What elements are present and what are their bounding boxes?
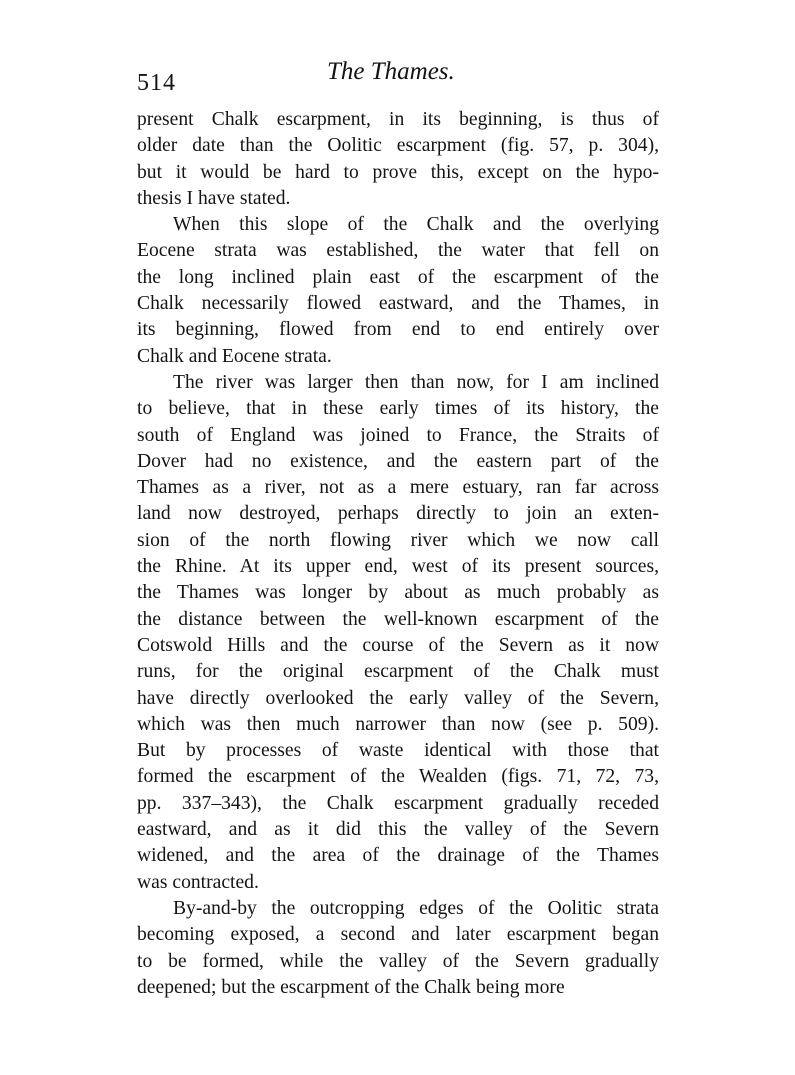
text-line: the long inclined plain east of the escarpment of the [137, 266, 659, 288]
text-line: Chalk and Eocene strata. [137, 345, 332, 367]
text-line: its beginning, flowed from end to end entirely over [137, 319, 659, 341]
text-line: land now destroyed, perhaps directly to join an exten- [137, 503, 659, 525]
paragraph [137, 212, 659, 370]
text-line: widened, and the area of the drainage of the Thames [137, 845, 659, 867]
page-number: 514 [137, 70, 176, 96]
text-line: south of England was joined to France, the Straits of [137, 424, 659, 446]
text-line: the Rhine. At its upper end, west of its present sources, [137, 556, 659, 578]
paragraph [137, 896, 659, 1001]
text-line: runs, for the original escarpment of the Chalk must [137, 661, 659, 683]
text-line: the Thames was longer by about as much probably as [137, 582, 659, 604]
text-line: to be formed, while the valley of the Severn gradually [137, 950, 659, 972]
text-line: Cotswold Hills and the course of the Severn as it now [137, 634, 659, 656]
text-line: have directly overlooked the early valley of the Severn, [137, 687, 659, 709]
paragraph [137, 370, 659, 896]
text-line: Dover had no existence, and the eastern part of the [137, 450, 659, 472]
text-line: deepened; but the escarpment of the Chalk being more [137, 976, 565, 998]
text-line: but it would be hard to prove this, except on the hypo- [137, 161, 659, 183]
paragraph [137, 107, 659, 212]
text-line: to believe, that in these early times of its history, the [137, 398, 659, 420]
text-line: sion of the north flowing river which we now call [137, 529, 659, 551]
text-line: But by processes of waste identical with those that [137, 740, 659, 762]
text-line: which was then much narrower than now (see p. 509). [137, 713, 659, 735]
text-line: older date than the Oolitic escarpment (fig. 57, p. 304), [137, 135, 659, 157]
text-line: was contracted. [137, 871, 259, 893]
text-line: pp. 337–343), the Chalk escarpment gradually receded [137, 792, 659, 814]
running-head [137, 58, 659, 98]
text-line: present Chalk escarpment, in its beginning, is thus of [137, 109, 659, 130]
text-line: eastward, and as it did this the valley of the Severn [137, 819, 659, 841]
text-line: Eocene strata was established, the water that fell on [137, 240, 659, 262]
running-title: The Thames. [327, 58, 455, 85]
text-line: When this slope of the Chalk and the overlying [173, 214, 659, 236]
text-line: By-and-by the outcropping edges of the Oolitic strata [173, 897, 659, 919]
body-text [137, 107, 659, 1001]
text-line: The river was larger then than now, for I am inclined [173, 371, 659, 393]
text-line: formed the escarpment of the Wealden (figs. 71, 72, 73, [137, 766, 659, 788]
text-line: becoming exposed, a second and later escarpment began [137, 924, 659, 946]
text-line: Thames as a river, not as a mere estuary, ran far across [137, 477, 659, 499]
text-line: Chalk necessarily flowed eastward, and the Thames, in [137, 293, 659, 315]
text-line: the distance between the well-known escarpment of the [137, 608, 659, 630]
text-line: thesis I have stated. [137, 187, 291, 209]
